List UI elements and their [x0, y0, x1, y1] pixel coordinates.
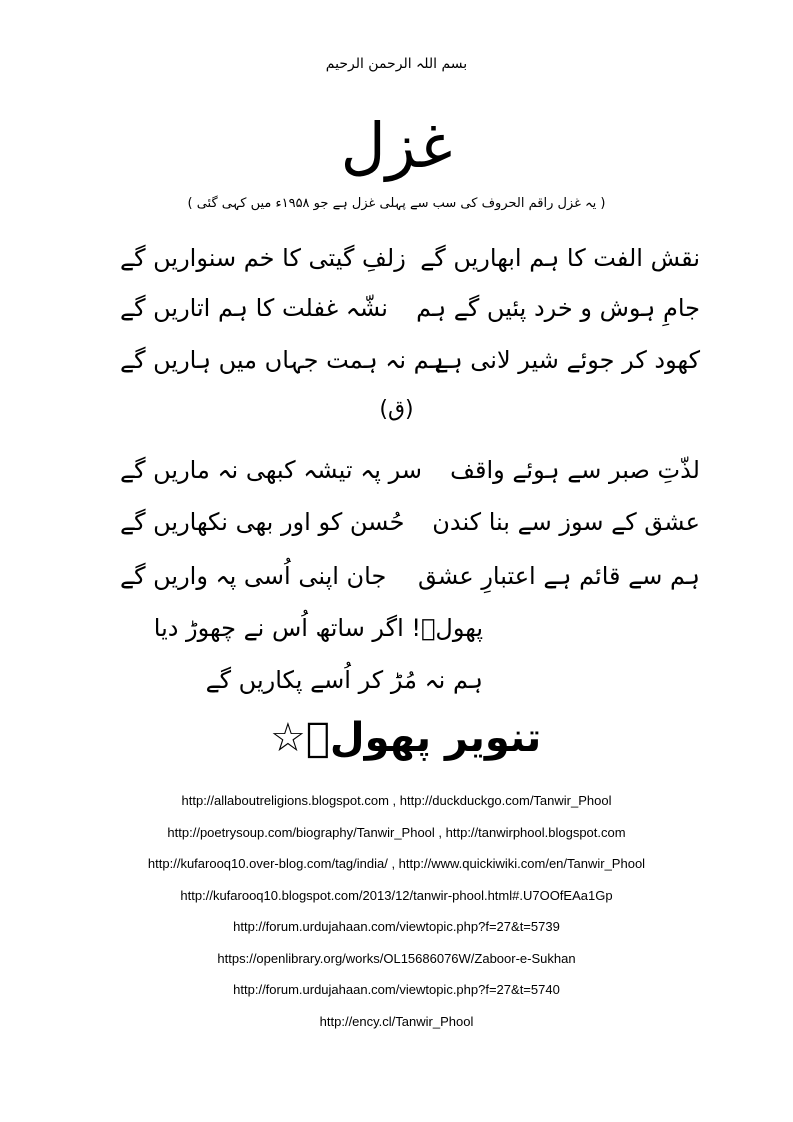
qita-marker: (ق) [379, 397, 414, 422]
qita-couplet-3-first-line: ہم سے قائم ہے اعتبارِ عشق [417, 562, 700, 590]
poem-title: غزل [340, 109, 453, 182]
reference-link[interactable]: https://openlibrary.org/works/OL15686076W/Zaboor-e-Sukhan [217, 950, 576, 966]
qita-couplet-3 [100, 556, 700, 596]
reference-links [0, 785, 793, 1037]
qita-couplet-1 [100, 450, 700, 490]
qita-couplet-2-first-line: عشق کے سوز سے بنا کندن [432, 508, 700, 536]
couplet-2-second-line: نشّہ غفلت کا ہم اتاریں گے [120, 294, 388, 322]
couplet-3-second-line: ہم نہ ہمت جہاں میں ہاریں گے [120, 346, 444, 374]
couplet-3 [100, 340, 700, 380]
poem-note: ( یہ غزل راقم الحروف کی سب سے پہلی غزل ہے جو ۱۹۵۸ء میں کہی گئی ) [187, 196, 606, 211]
reference-link[interactable]: http://kufarooq10.over-blog.com/tag/india/ , http://www.quickiwiki.com/en/Tanwir_Phool [147, 856, 646, 871]
couplet-2 [100, 288, 700, 328]
reference-link[interactable]: http://forum.urdujahaan.com/viewtopic.php?f=27&t=5740 [233, 982, 560, 997]
poet-signature [270, 706, 542, 770]
reference-link[interactable]: http://poetrysoup.com/biography/Tanwir_Phool , http://tanwirphool.blogspot.com [167, 824, 626, 840]
reference-link[interactable]: http://kufarooq10.blogspot.com/2013/12/tanwir-phool.html#.U7OOfEAa1Gp [180, 887, 613, 903]
couplet-3-first-line: کھود کر جوئے شیر لانی ہے [434, 346, 700, 374]
qita-couplet-2 [100, 502, 700, 542]
closing-line-2: ہم نہ مُڑ کر اُسے پکاریں گے [205, 666, 483, 694]
closing-line-1: پھولؔ! اگر ساتھ اُس نے چھوڑ دیا [153, 614, 483, 642]
reference-link[interactable]: http://ency.cl/Tanwir_Phool [319, 1013, 474, 1029]
couplet-1-first-line: نقش الفت کا ہم ابھاریں گے [420, 244, 700, 272]
qita-couplet-1-first-line: لذّتِ صبر سے ہوئے واقف [450, 456, 700, 484]
qita-couplet-3-second-line: جان اپنی اُسی پہ واریں گے [120, 562, 387, 590]
reference-link[interactable]: http://allaboutreligions.blogspot.com , http://duckduckgo.com/Tanwir_Phool [181, 793, 612, 808]
couplet-1 [100, 238, 700, 278]
bismillah-heading: بسم اللہ الرحمن الرحیم [325, 56, 468, 72]
couplet-2-first-line: جامِ ہوش و خرد پئیں گے ہم [416, 294, 700, 322]
qita-couplet-2-second-line: حُسن کو اور بھی نکھاریں گے [120, 508, 405, 536]
couplet-1-second-line: زلفِ گیتی کا خم سنواریں گے [120, 244, 406, 272]
reference-link[interactable]: http://forum.urdujahaan.com/viewtopic.php?f=27&t=5739 [233, 919, 560, 934]
star-icon: ☆ [270, 715, 306, 761]
qita-couplet-1-second-line: سر پہ تیشہ کبھی نہ ماریں گے [120, 456, 422, 484]
poet-name: تنویر پھولؔ [305, 715, 542, 761]
